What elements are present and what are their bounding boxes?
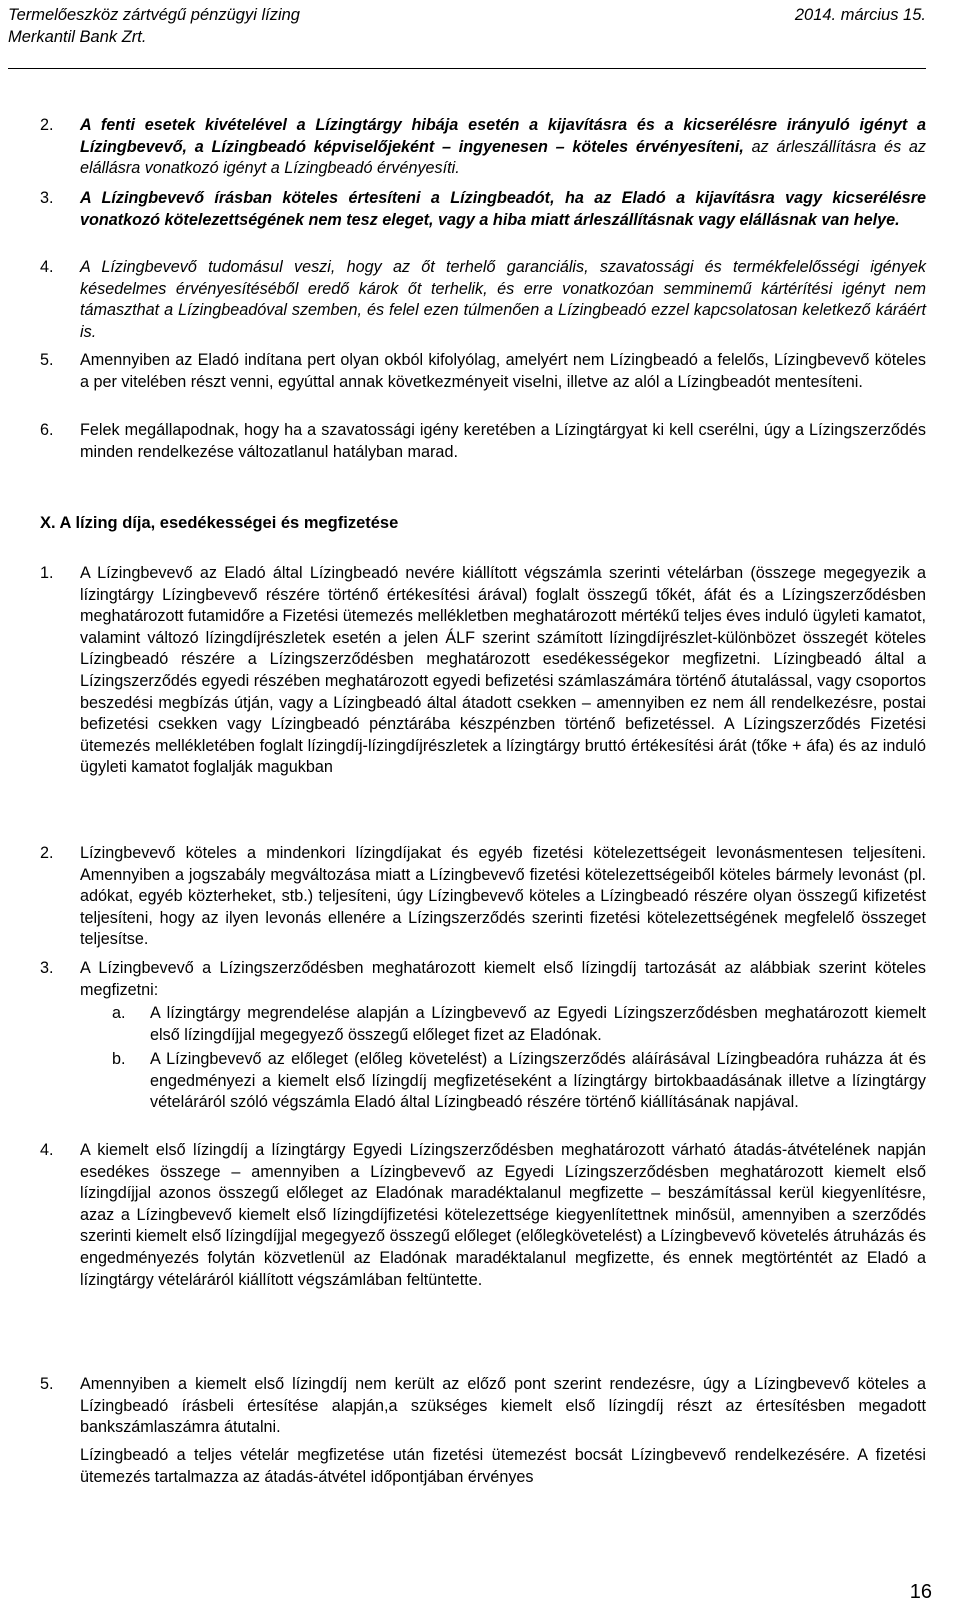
subitem-label: b. (112, 1050, 126, 1068)
paragraph-item-6 (80, 420, 926, 463)
paragraph-item-b1: A Lízingbevevő az Eladó által Lízingbeadó nevére kiállított végszámla szerinti vételárban (összege megegyezik a lízingtárgy Lízingbevevő részére történő értékesítési árával) foglalt összegű tőkét, áfát és a Lízingszerződésben meghatározott futamidőre a Fizetési ütemezés mellékletben meghatározott mértékű teljes éves induló ügyleti kamatot, valamint változó lízingdíjrészletek esetén a jelen ÁLF szerint számított lízingdíjrészlet-különbözet összegét köteles Lízingbeadó részére a Lízingszerződésben meghatározott esedékességekor megfizetni. Lízingbeadó által a Lízingszerződés egyedi részében meghatározott egyedi befizetési számlaszámára történő átutalással, vagy csoportos beszedési megbízás útján, vagy a Lízingbeadó által átadott csekken – amennyiben ez nem áll rendelkezésre, postai befizetési csekken vagy Lízingbeadó pénztárába készpénzben történő befizetéssel. A Lízingszerződés Fizetési ütemezés mellékletében foglalt lízingdíj-lízingdíjrészletek a lízingtárgy bruttó értékesítési árát (tőke + áfa) és az induló ügyleti kamatot foglalják magukban (80, 564, 926, 777)
item-number: 5. (40, 1375, 54, 1393)
item-number: 3. (40, 959, 54, 977)
item-number: 3. (40, 189, 54, 207)
paragraph-item-c5: Amennyiben a kiemelt első lízingdíj nem került az előző pont szerint rendezésre, úgy a Lízingbevevő köteles a Lízingbeadó írásbeli értesítése alapján,a szükséges kiemelt első lízingdíj részt az értesítésben megadott bankszámlaszámra átutalni. (80, 1375, 926, 1437)
section-title: X. A lízing díja, esedékességei és megfizetése (40, 514, 399, 532)
paragraph-item-2 (80, 115, 926, 180)
item-text-bold: A fenti esetek kivételével a Lízingtárgy hibája esetén a kijavításra és a kicserélésre irányuló igényt a Lízingbevevő, a Lízingbeadó képviselőjeként – ingyenesen – köteles érvényesíteni, (80, 116, 926, 156)
item-number: 5. (40, 351, 54, 369)
item-text-italic: az árleszállításra és az elállásra vonatkozó igényt a Lízingbeadó érvényesíti. (80, 137, 927, 178)
page-number: 16 (909, 1581, 932, 1603)
item-text-italic: A Lízingbevevő tudomásul veszi, hogy az őt terhelő garanciális, szavatossági és termékfelelősségi igények késedelmes érvényesítéséből eredő károk őt terhelik, és erre vonatkozóan semminemű kártérítési igényt nem támaszthat a Lízingbeadóval szemben, és felel ezen túlmenően a Lízingbeadó ezzel kapcsolatosan keletkező káráért is. (80, 258, 926, 341)
subitem-label: a. (112, 1004, 126, 1022)
header-left (8, 4, 300, 48)
header-date: 2014. március 15. (794, 6, 926, 24)
header-company: Merkantil Bank Zrt. (8, 28, 147, 46)
paragraph-item-5 (80, 350, 926, 393)
item-number: 2. (40, 116, 54, 134)
header-divider (8, 68, 926, 69)
item-number: 4. (40, 258, 54, 276)
paragraph-item-b3: A Lízingbevevő a Lízingszerződésben meghatározott kiemelt első lízingdíj tartozását az alábbiak szerint köteles megfizetni: (80, 959, 926, 999)
item-text: Amennyiben az Eladó indítana pert olyan okból kifolyólag, amelyért nem Lízingbeadó a felelős, Lízingbevevő köteles a per vitelében részt venni, egyúttal annak következményeit viselni, illetve az alól a Lízingbeadót mentesíteni. (80, 351, 926, 391)
subitem-a: A lízingtárgy megrendelése alapján a Lízingbevevő az Egyedi Lízingszerződésben meghatározott kiemelt első lízingdíjjal megegyező összegű előleget fizet az Eladónak. (150, 1004, 926, 1044)
paragraph-item-b2: Lízingbevevő köteles a mindenkori lízingdíjakat és egyéb fizetési kötelezettségeit levonásmentesen teljesíteni. Amennyiben a jogszabály megváltozása miatt a Lízingbevevő fizetési kötelezettségeiből köteles bármely levonást (pl. adókat, egyéb közterheket, stb.) teljesíteni, úgy Lízingbevevő köteles a Lízingbeadó részére olyan összegű kifizetést teljesíteni, hogy az ilyen levonás ellenére a Lízingszerződés szerinti fizetési kötelezettségének megfelelő összeget teljesítse. (80, 844, 926, 949)
item-number: 4. (40, 1141, 54, 1159)
item-number: 6. (40, 421, 54, 439)
header-title: Termelőeszköz zártvégű pénzügyi lízing (8, 6, 300, 24)
subitem-b: A Lízingbevevő az előleget (előleg követelést) a Lízingszerződés aláírásával Lízingbeadóra ruházza át és engedményezi a kiemelt első lízingdíj megfizetéseként a lízingtárgy birtokbaadásának illetve a lízingtárgy vételáráról szóló végszámla Eladó által Lízingbeadó részére történő kiállításának napjával. (150, 1050, 926, 1112)
item-number: 2. (40, 844, 54, 862)
item-number: 1. (40, 564, 54, 582)
item-text-bold: A Lízingbevevő írásban köteles értesíteni a Lízingbeadót, ha az Eladó a kijavításra vagy kicserélésre vonatkozó kötelezettségének nem tesz eleget, vagy a hiba miatt árleszállításnak vagy elállásnak van helye. (80, 189, 926, 229)
paragraph-item-3 (80, 188, 926, 231)
final-paragraph: Lízingbeadó a teljes vételár megfizetése után fizetési ütemezést bocsát Lízingbevevő rendelkezésére. A fizetési ütemezés tartalmazza az átadás-átvétel időpontjában érvényes (80, 1446, 926, 1486)
paragraph-item-c4: A kiemelt első lízingdíj a lízingtárgy Egyedi Lízingszerződésben meghatározott várható átadás-átvételének napján esedékes összege – amennyiben a Lízingbevevő az Egyedi Lízingszerződésben meghatározott kiemelt első lízingdíjjal azonos összegű előleget az Eladónak maradéktalanul megfizette – beszámítással kerül kiegyenlítésre, azaz a Lízingbevevő kiemelt első lízingdíjfizetési kötelezettsége kiegyenlítettnek minősül, amennyiben a szerződés szerinti kiemelt első lízingdíjjal megegyező összegű előleget (előlegkövetelést) a Lízingbevevő követelés átruházás és engedményezés folytán közvetlenül az Eladónak maradéktalanul megfizette, és ennek megtörténtét az Eladó a lízingtárgy vételáráról kiállított végszámlában feltüntette. (80, 1141, 926, 1289)
paragraph-item-4 (80, 257, 926, 343)
item-text: Felek megállapodnak, hogy ha a szavatossági igény keretében a Lízingtárgyat ki kell cserélni, úgy a Lízingszerződés minden rendelkezése változatlanul hatályban marad. (80, 421, 926, 461)
